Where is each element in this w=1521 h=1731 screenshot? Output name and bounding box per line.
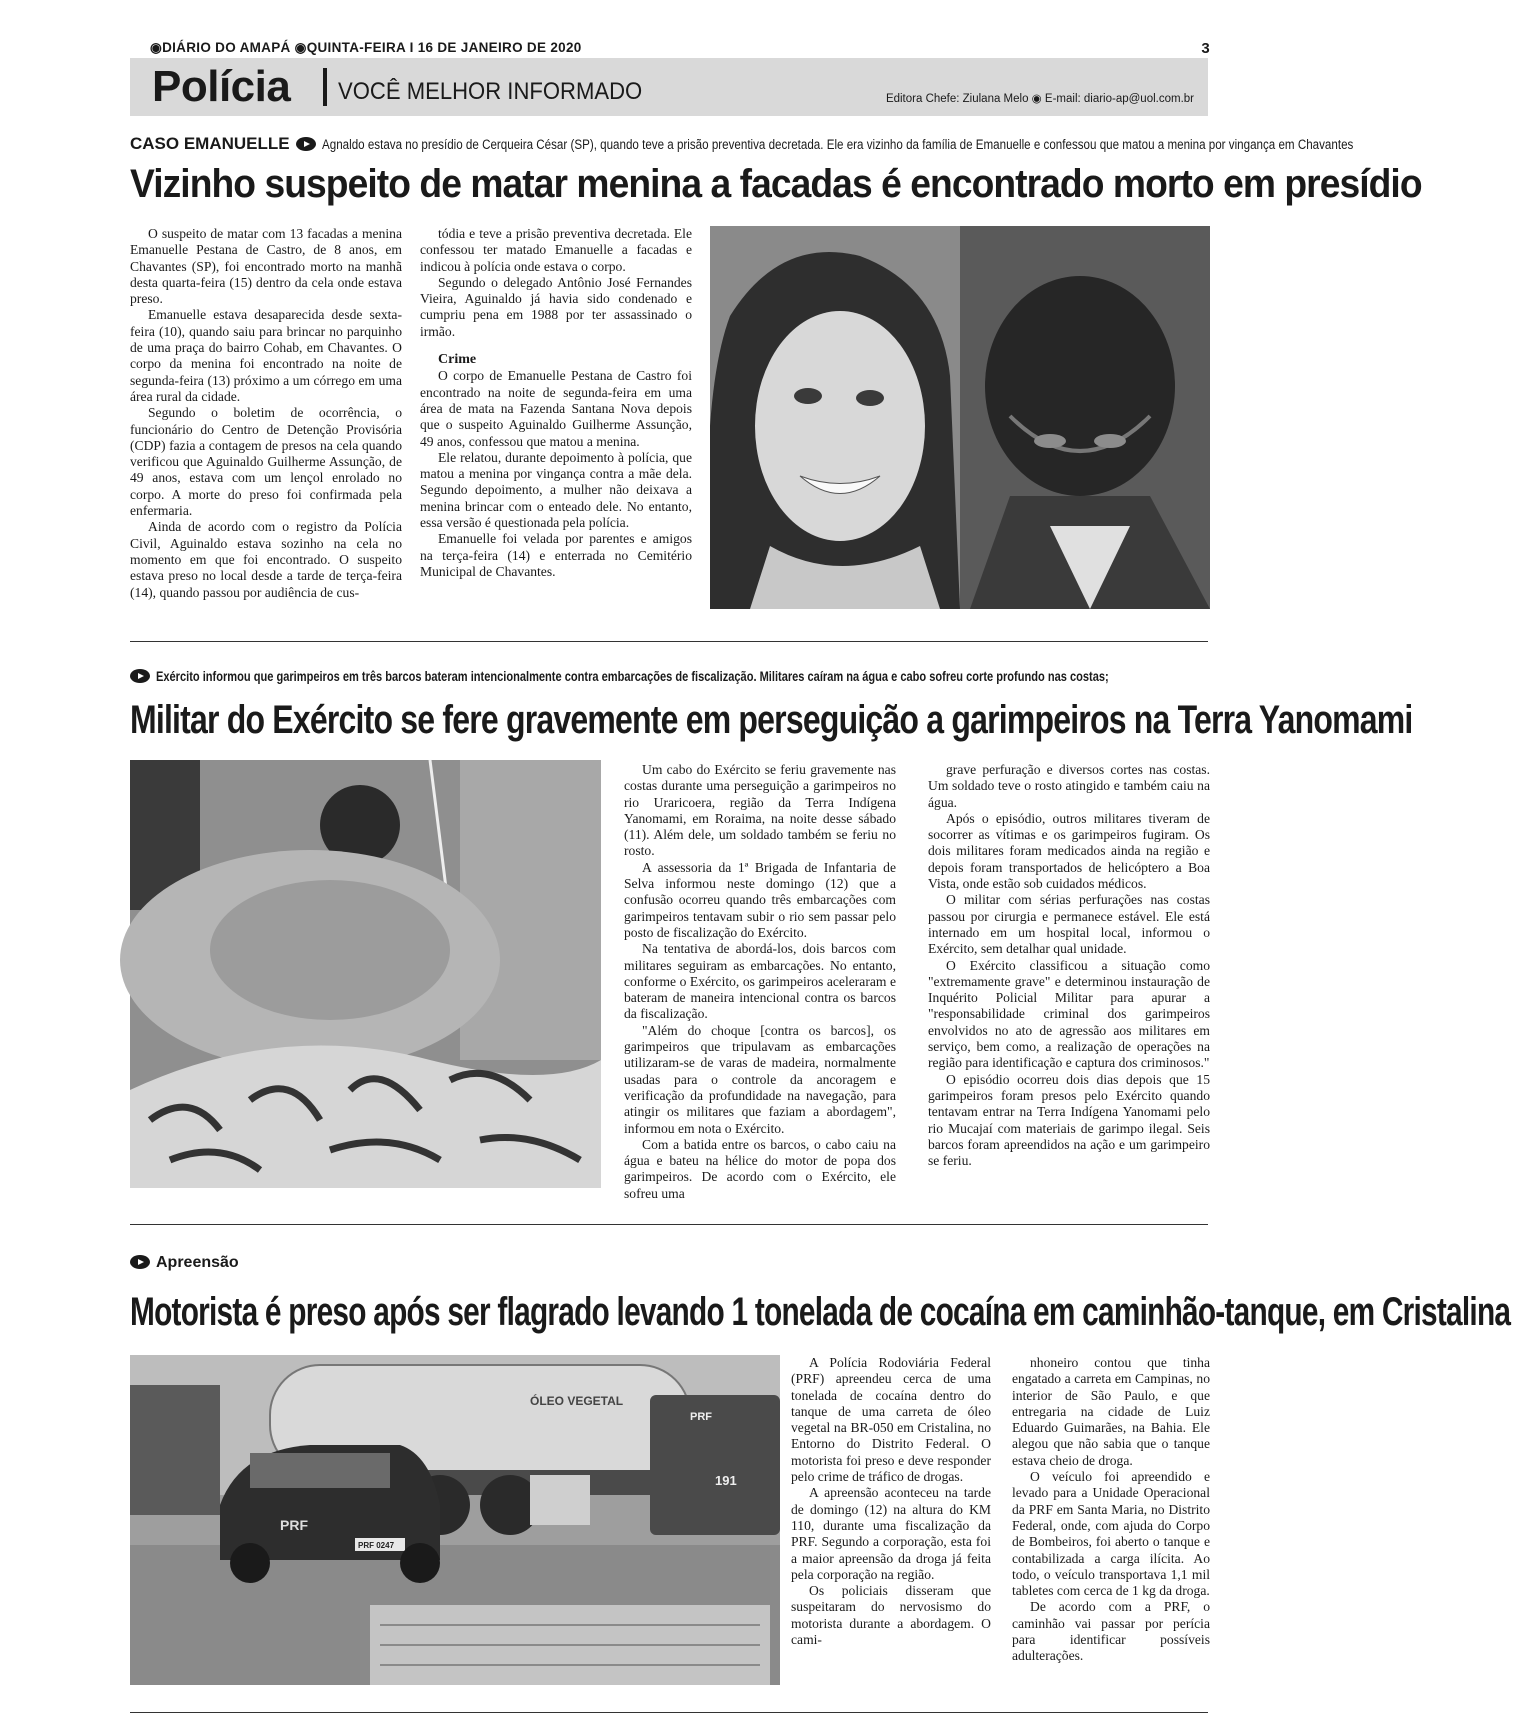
story1-photo-art [710, 226, 1210, 609]
divider [130, 1224, 1208, 1225]
paragraph: O Exército classificou a situação como "extremamente grave" e determinou instauração de Inquérito Policial Militar para apurar a "responsabilidade criminal dos garimpeiros envolvidos no ato de agressão aos militares em serviço, bem como, a realização de operações na região para identificação e captura dos criminosos." [928, 957, 1210, 1071]
girl-eye [856, 390, 884, 406]
man-eye [1034, 434, 1066, 448]
folio-text: ◉DIÁRIO DO AMAPÁ ◉QUINTA-FEIRA I 16 DE JANEIRO DE 2020 [150, 40, 582, 55]
prf-van [650, 1395, 780, 1535]
paragraph: O corpo de Emanuelle Pestana de Castro foi encontrado na noite de segunda-feira em uma área de mata na Fazenda Santana Nova depois que o suspeito Aguinaldo Guilherme Assunção, 49 anos, confessou que matou a menina. [420, 368, 692, 449]
paragraph: grave perfuração e diversos cortes nas costas. Um soldado teve o rosto atingido e também caiu na água. [928, 762, 1210, 810]
section-divider [323, 68, 327, 106]
paragraph: Ainda de acordo com o registro da Polícia Civil, Aguinaldo estava sozinho na cela no momento em que foi encontrado. O suspeito estava preso no local desde a tarde de terça-feira (14), quando passou por audiência de cus- [130, 519, 402, 600]
car-plate-text: PRF 0247 [358, 1541, 395, 1550]
paragraph: A apreensão aconteceu na tarde de domingo (12) na altura do KM 110, durante uma fiscalização da PRF. Segundo a corporação, esta foi a maior apreensão da droga já feita pela corporação na região. [791, 1485, 991, 1582]
man-eye [1094, 434, 1126, 448]
paragraph: A assessoria da 1ª Brigada de Infantaria de Selva informou neste domingo (12) que a confusão ocorreu quando três embarcações com garimpeiros tentavam subir o rio sem passar pelo posto de fiscalização do Exército. [624, 859, 896, 940]
car-windshield [250, 1453, 390, 1488]
drug-bricks [530, 1475, 590, 1525]
paragraph: nhoneiro contou que tinha engatado a carreta em Campinas, no interior de São Paulo, e que entregaria na cidade de Luiz Eduardo Guimarães, na Bahia. Ele alegou que não sabia que o tanque estava cheio de droga. [1012, 1355, 1210, 1468]
photo-building [130, 1385, 220, 1515]
paragraph: "Além do choque [contra os barcos], os garimpeiros que tripulavam as embarcações utilizaram-se de varas de madeira, normalmente usadas para o controle da ancoragem e verificação da profundidade na navegação, para atingir os militares que faziam a abordagem", informou em nota o Exército. [624, 1022, 896, 1136]
story1-column-2 [420, 226, 692, 580]
paragraph: Segundo o boletim de ocorrência, o funcionário do Centro de Detenção Provisória (CDP) fazia a contagem de presos na cela quando verificou que Aguinaldo Guilherme Assunção, de 49 anos, estava com um lençol enrolado no corpo. A morte do preso foi confirmada pela enfermaria. [130, 405, 402, 519]
tanker-label: ÓLEO VEGETAL [530, 1394, 624, 1408]
story2-column-2 [928, 762, 1210, 1169]
photo-wood-panel [460, 760, 601, 1060]
story1-subhead: Crime [438, 352, 477, 368]
story2-column-1 [624, 762, 896, 1202]
girl-eye [794, 388, 822, 404]
paragraph: Os policiais disseram que suspeitaram do nervosismo do motorista durante a abordagem. O cami- [791, 1583, 991, 1648]
paragraph: O militar com sérias perfurações nas costas passou por cirurgia e permanece estável. Ele está internado em um hospital local, informou o Exército, sem detalhar qual unidade. [928, 892, 1210, 957]
story2-headline: Militar do Exército se fere gravemente em perseguição a garimpeiros na Terra Yanomami [130, 698, 1413, 742]
paragraph: De acordo com a PRF, o caminhão vai passar por perícia para identificar possíveis adulterações. [1012, 1599, 1210, 1664]
van-brand: PRF [690, 1411, 712, 1423]
story3-photo [130, 1355, 780, 1685]
story2-kicker [130, 668, 1210, 684]
bullet-icon [130, 1255, 150, 1269]
story2-photo [130, 760, 601, 1188]
car-wheel [400, 1543, 440, 1583]
story1-kicker-text: Agnaldo estava no presídio de Cerqueira César (SP), quando teve a prisão preventiva decretada. Ele era vizinho da família de Emanuelle e confessou que matou a menina por vingança em Chavantes [321, 137, 1353, 152]
blurred-wound-center [210, 880, 450, 1020]
car-label: PRF [280, 1517, 308, 1533]
paragraph: Ele relatou, durante depoimento à polícia, que matou a menina por vingança contra a mãe dela. Segundo depoimento, a mulher não deixava a menina brincar com o enteado dele. No entanto, essa versão é questionada pela polícia. [420, 449, 692, 531]
divider [130, 1712, 1208, 1713]
section-header [130, 58, 1208, 116]
page-number: 3 [1201, 40, 1210, 57]
van-number: 191 [715, 1473, 737, 1488]
folio [150, 40, 1210, 60]
bullet-icon [296, 137, 316, 151]
bullet-icon [130, 669, 150, 683]
paragraph: A Polícia Rodoviária Federal (PRF) apreendeu cerca de uma tonelada de cocaína dentro do tanque de uma carreta de óleo vegetal na BR-050 em Cristalina, no Entorno do Distrito Federal. O motorista foi preso e deve responder pelo crime de tráfico de drogas. [791, 1355, 991, 1485]
paragraph: Emanuelle foi velada por parentes e amigos na terça-feira (14) e enterrada no Cemitério Municipal de Chavantes. [420, 531, 692, 579]
story3-kicker [130, 1254, 530, 1272]
editor-credit: Editora Chefe: Ziulana Melo ◉ E-mail: diario-ap@uol.com.br [885, 93, 1194, 105]
story1-kicker [130, 134, 1353, 154]
paragraph: O episódio ocorreu dois dias depois que 15 garimpeiros foram presos pelo Exército quando tentavam entrar na Terra Indígena Yanomami pelo rio Mucajaí com materiais de garimpo ilegal. Seis barcos foram apreendidos na ação e um garimpeiro se feriu. [928, 1071, 1210, 1169]
story2-kicker-text: Exército informou que garimpeiros em três barcos bateram intencionalmente contra embarcações de fiscalização. Militares caíram na água e cabo sofreu corte profundo nas costas; [156, 668, 1109, 684]
story3-kicker-label: Apreensão [156, 1254, 239, 1271]
divider [130, 641, 1208, 642]
paragraph: Emanuelle estava desaparecida desde sexta-feira (10), quando saiu para brincar no parquinho de uma praça do bairro Cohab, em Chavantes. O corpo da menina foi encontrado na noite de segunda-feira (13) próximo a um córrego em uma área rural da cidade. [130, 307, 402, 404]
story1-photo [710, 226, 1210, 609]
girl-face [755, 311, 925, 541]
story2-photo-art [130, 760, 601, 1188]
section-slogan: VOCÊ MELHOR INFORMADO [338, 78, 643, 105]
paragraph: O suspeito de matar com 13 facadas a menina Emanuelle Pestana de Castro, de 8 anos, em Chavantes (SP), foi encontrado morto na manhã desta quarta-feira (15) dentro da cela onde estava preso. [130, 226, 402, 307]
paragraph: O veículo foi apreendido e levado para a Unidade Operacional da PRF em Santa Maria, no Distrito Federal, onde, com ajuda do Corpo de Bombeiros, foi aberto o tanque e contabilizada a carga ilícita. Ao todo, o veículo transportava 1,1 mil tabletes com cerca de 1 kg da droga. [1012, 1469, 1210, 1599]
paragraph: Com a batida entre os barcos, o cabo caiu na água e bateu na hélice do motor de popa dos garimpeiros. De acordo com o Exército, ele sofreu uma [624, 1136, 896, 1201]
story1-column-1 [130, 226, 402, 601]
story1-kicker-label: CASO EMANUELLE [130, 134, 290, 153]
paragraph: Na tentativa de abordá-los, dois barcos com militares seguiram as embarcações. No entanto, conforme o Exército, os garimpeiros aceleraram e bateram de maneira intencional contra os barcos da fiscalização. [624, 941, 896, 1022]
paragraph: Segundo o delegado Antônio José Fernandes Vieira, Aguinaldo já havia sido condenado e cumpriu pena em 1988 por ter assassinado o irmão. [420, 274, 692, 339]
story3-headline: Motorista é preso após ser flagrado levando 1 tonelada de cocaína em caminhão-tanque, em Cristalina [130, 1290, 1511, 1334]
section-name: Polícia [152, 62, 291, 111]
car-wheel [230, 1543, 270, 1583]
story3-column-1 [791, 1355, 991, 1648]
story1-headline: Vizinho suspeito de matar menina a facadas é encontrado morto em presídio [130, 162, 1422, 206]
paragraph: Um cabo do Exército se feriu gravemente nas costas durante uma perseguição a garimpeiros no rio Uraricoera, região da Terra Indígena Yanomami, em Roraima, na noite desse sábado (11). Além dele, um soldado também se feriu no rosto. [624, 762, 896, 859]
paragraph: Após o episódio, outros militares tiveram de socorrer as vítimas e os garimpeiros fugiram. Os dois militares foram medicados ainda na região e depois foram transportados de helicóptero a Boa Vista, onde estão sob cuidados médicos. [928, 810, 1210, 892]
story3-photo-art [130, 1355, 780, 1685]
story3-column-2 [1012, 1355, 1210, 1665]
paragraph: tódia e teve a prisão preventiva decretada. Ele confessou ter matado Emanuelle a facadas e indicou à polícia onde estava o corpo. [420, 226, 692, 274]
man-head [985, 276, 1175, 496]
